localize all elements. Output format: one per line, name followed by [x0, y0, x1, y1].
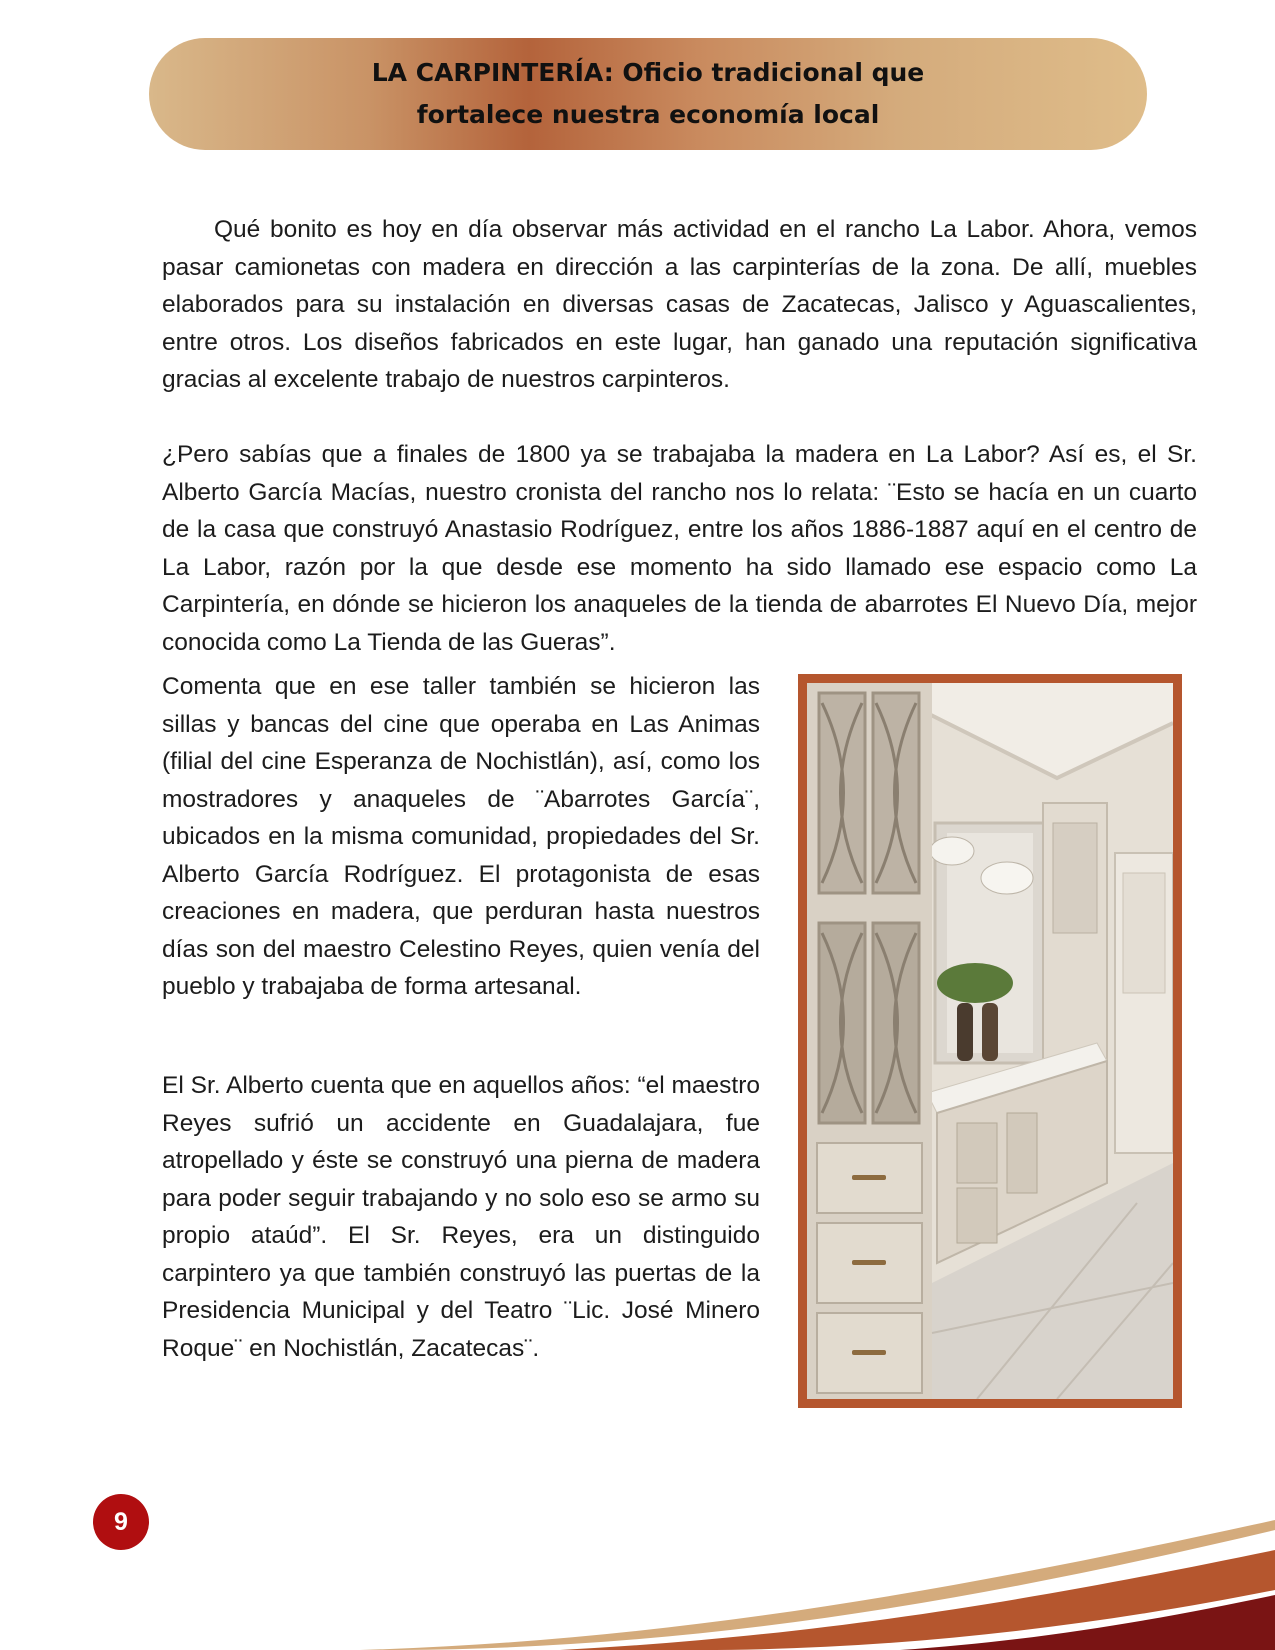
title-banner: [149, 38, 1147, 150]
paragraph-intro: Qué bonito es hoy en día observar más actividad en el rancho La Labor. Ahora, vemos pasar camionetas con madera en dirección a las carpinterías de la zona. De allí, muebles elaborados para su instalación en diversas casas de Zacatecas, Jalisco y Aguascalientes, entre otros. Los diseños fabricados en este lugar, han ganado una reputación significativa gracias al excelente trabajo de nuestros carpinteros.: [162, 216, 1197, 393]
photo-image: [807, 683, 1173, 1399]
title-line-2: fortalece nuestra economía local: [416, 100, 880, 129]
photo-illustration: [807, 683, 1173, 1399]
decorative-swoosh: [0, 1500, 1275, 1650]
page-number-badge: 9: [93, 1494, 149, 1550]
paragraph-maestro-reyes: El Sr. Alberto cuenta que en aquellos años: “el maestro Reyes sufrió un accidente en Guadalajara, fue atropellado y éste se construyó una pierna de madera para poder seguir trabajando y no solo eso se armo su propio ataúd”. El Sr. Reyes, era un distinguido carpintero ya que también construyó las puertas de la Presidencia Municipal y del Teatro ¨Lic. José Minero Roque¨ en Nochistlán, Zacatecas¨.: [162, 1072, 760, 1362]
paragraph-history: ¿Pero sabías que a finales de 1800 ya se trabajaba la madera en La Labor? Así es, el Sr. Alberto García Macías, nuestro cronista del rancho nos lo relata: ¨Esto se hacía en un cuarto de la casa que construyó Anastasio Rodríguez, entre los años 1886-1887 aquí en el centro de La Labor, razón por la que desde ese momento ha sido llamado ese espacio como La Carpintería, en dónde se hicieron los anaqueles de la tienda de abarrotes El Nuevo Día, mejor conocida como La Tienda de las Gueras”.: [162, 441, 1197, 656]
title-line-1: LA CARPINTERÍA: Oficio tradicional que: [371, 58, 925, 87]
bathroom-cabinet-photo: [798, 674, 1182, 1408]
paragraph-workshop: Comenta que en ese taller también se hicieron las sillas y bancas del cine que operaba en Las Animas (filial del cine Esperanza de Nochistlán), así, como los mostradores y anaqueles de ¨Abarrotes García¨, ubicados en la misma comunidad, propiedades del Sr. Alberto García Rodríguez. El protagonista de esas creaciones en madera, que perduran hasta nuestros días son del maestro Celestino Reyes, quien venía del pueblo y trabajaba de forma artesanal.: [162, 673, 760, 1000]
